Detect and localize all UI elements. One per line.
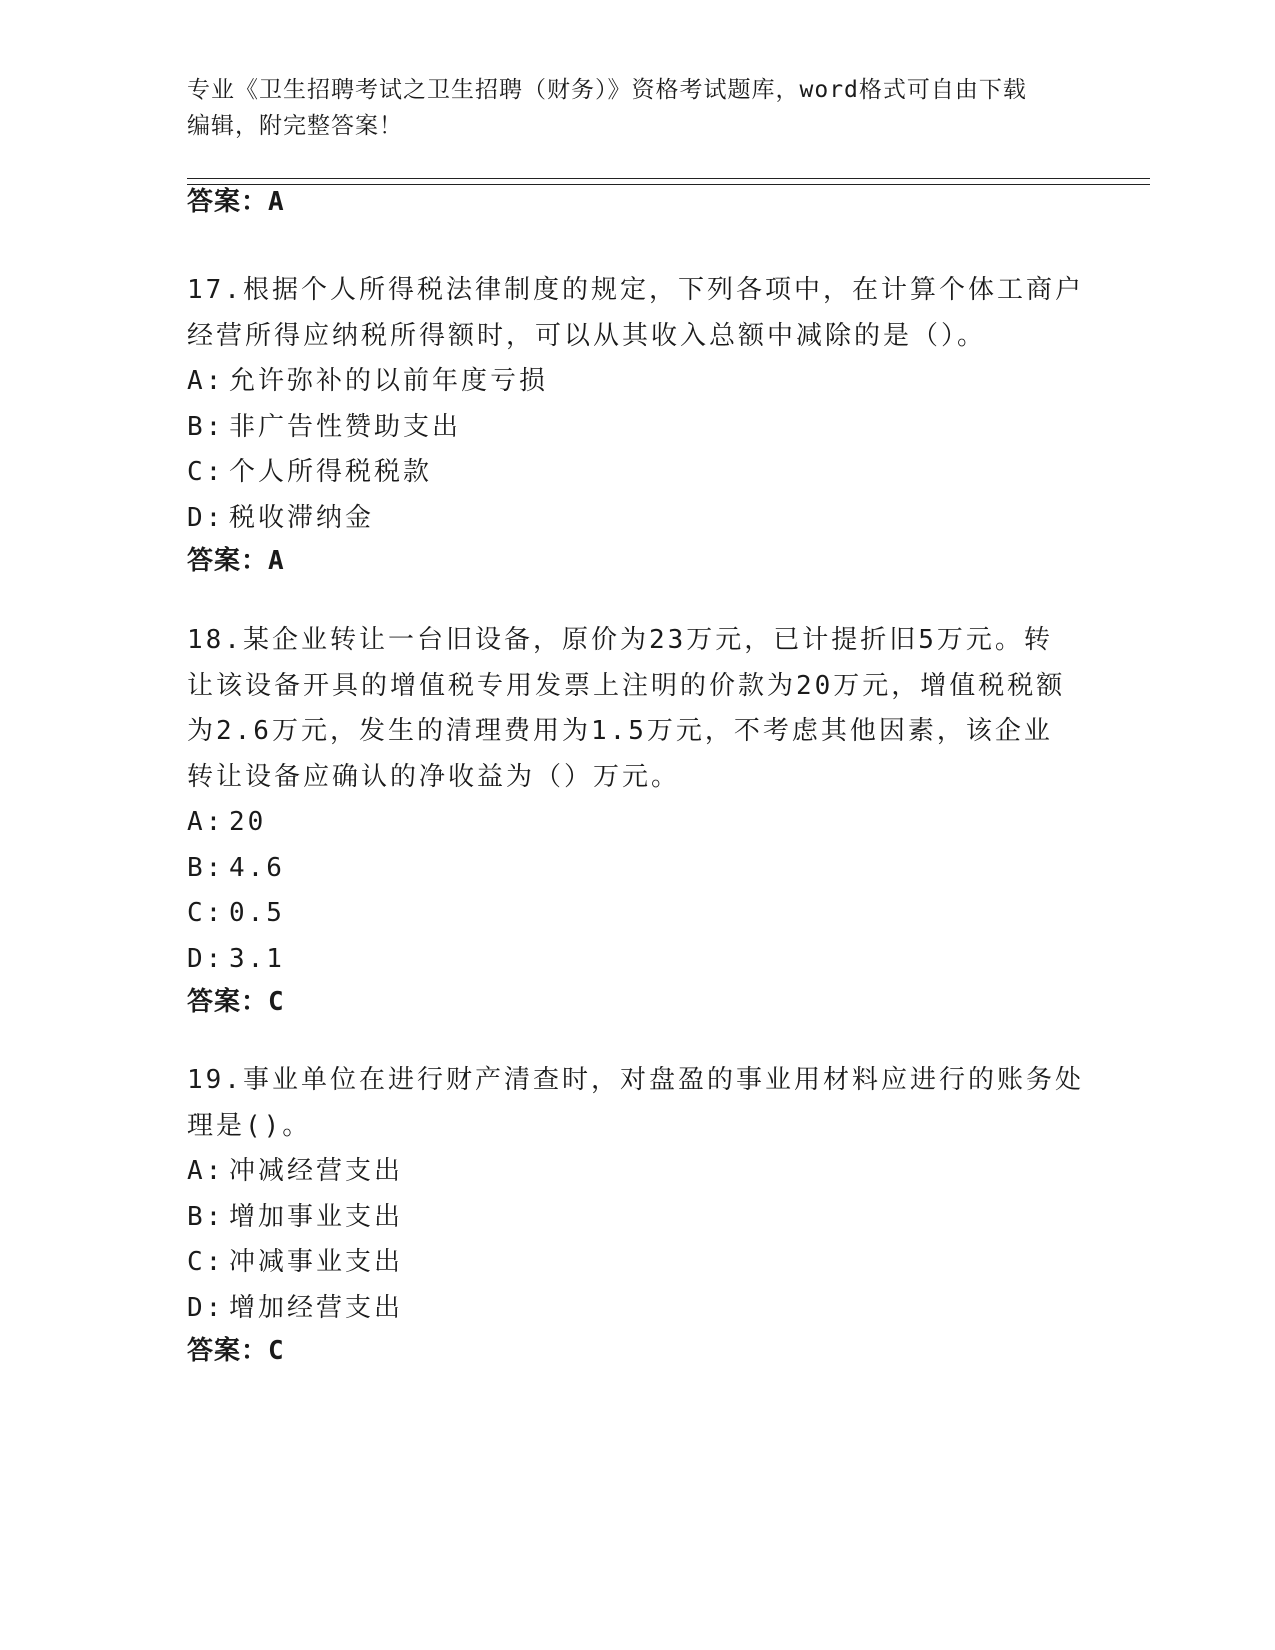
option-label: C: bbox=[187, 457, 225, 487]
option-text: 4.6 bbox=[229, 852, 285, 883]
question-18 bbox=[187, 566, 1087, 1022]
stem-line: 转让设备应确认的净收益为（）万元。 bbox=[187, 761, 681, 792]
option-text: 个人所得税税款 bbox=[229, 457, 433, 487]
option-label: C: bbox=[187, 1247, 225, 1277]
option-d bbox=[187, 496, 1087, 542]
option-text: 冲减事业支出 bbox=[229, 1247, 404, 1277]
option-label: D: bbox=[187, 1292, 225, 1323]
document-header bbox=[187, 72, 1067, 144]
option-c bbox=[187, 450, 1087, 496]
option-c bbox=[187, 1240, 1087, 1286]
stem-line: 为2.6万元，发生的清理费用为1.5万元，不考虑其他因素，该企业 bbox=[187, 716, 1053, 746]
option-label: D: bbox=[187, 502, 225, 533]
option-c bbox=[187, 891, 1087, 937]
answer-line: 答案：C bbox=[187, 1336, 285, 1366]
option-label: B: bbox=[187, 411, 225, 442]
answer-line: 答案：A bbox=[187, 546, 285, 576]
option-text: 20 bbox=[229, 807, 267, 837]
option-text: 增加经营支出 bbox=[229, 1292, 404, 1323]
option-a bbox=[187, 1149, 1087, 1195]
option-label: D: bbox=[187, 943, 225, 974]
option-b bbox=[187, 1195, 1087, 1241]
option-d bbox=[187, 1286, 1087, 1332]
answer-line: 答案：C bbox=[187, 987, 285, 1017]
question-19 bbox=[187, 1006, 1087, 1371]
header-line-1: 专业《卫生招聘考试之卫生招聘（财务）》资格考试题库，word格式可自由下载 bbox=[187, 77, 1027, 103]
option-a bbox=[187, 800, 1087, 846]
header-divider-top bbox=[187, 178, 1150, 179]
stem-line: 经营所得应纳税所得额时，可以从其收入总额中减除的是（）。 bbox=[187, 320, 987, 351]
option-text: 非广告性赞助支出 bbox=[229, 411, 462, 442]
option-label: A: bbox=[187, 366, 225, 396]
option-text: 税收滞纳金 bbox=[229, 502, 375, 533]
question-stem bbox=[187, 268, 1087, 359]
option-label: B: bbox=[187, 852, 225, 883]
option-text: 允许弥补的以前年度亏损 bbox=[229, 366, 549, 396]
question-17 bbox=[187, 216, 1087, 581]
option-a bbox=[187, 359, 1087, 405]
stem-line: 19.事业单位在进行财产清查时，对盘盈的事业用材料应进行的账务处 bbox=[187, 1065, 1084, 1095]
option-text: 增加事业支出 bbox=[229, 1201, 404, 1232]
header-line-2: 编辑，附完整答案！ bbox=[187, 113, 403, 139]
option-label: B: bbox=[187, 1201, 225, 1232]
answer-line: 答案：A bbox=[187, 187, 285, 217]
option-b bbox=[187, 846, 1087, 892]
stem-line: 18.某企业转让一台旧设备，原价为23万元，已计提折旧5万元。转 bbox=[187, 625, 1053, 655]
option-d bbox=[187, 937, 1087, 983]
stem-line: 让该设备开具的增值税专用发票上注明的价款为20万元，增值税税额 bbox=[187, 670, 1066, 701]
option-label: A: bbox=[187, 807, 225, 837]
option-text: 0.5 bbox=[229, 898, 285, 928]
option-text: 冲减经营支出 bbox=[229, 1156, 404, 1186]
option-b bbox=[187, 405, 1087, 451]
stem-line: 17.根据个人所得税法律制度的规定，下列各项中，在计算个体工商户 bbox=[187, 275, 1084, 305]
option-label: A: bbox=[187, 1156, 225, 1186]
option-label: C: bbox=[187, 898, 225, 928]
question-stem bbox=[187, 1058, 1087, 1149]
question-stem bbox=[187, 618, 1087, 800]
stem-line: 理是()。 bbox=[187, 1110, 312, 1141]
option-text: 3.1 bbox=[229, 943, 285, 974]
